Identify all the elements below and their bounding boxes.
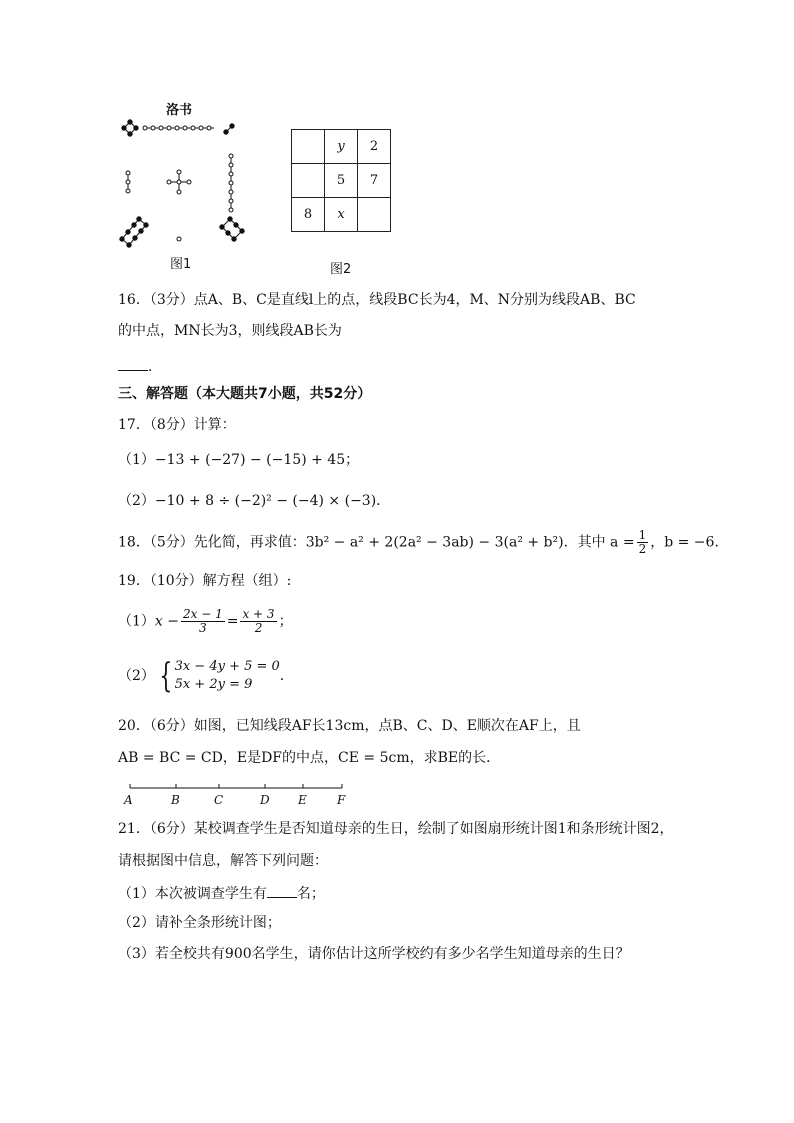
q18-line: 18．（5分）先化简，再求值：3b² − a² + 2(2a² − 3ab) − 3(a² + b²)．其中 a = $\frac{1}{2}$ ，b = −6． (118, 528, 729, 556)
luoshu-group-8 (120, 217, 148, 247)
fraction: $\frac{2x - 1}{3}$ (183, 607, 223, 635)
q21-part1: （1）本次被调查学生有 名； (118, 883, 325, 903)
fig1-caption: 图1 (170, 257, 192, 272)
luoshu-figure (118, 115, 248, 255)
luoshu-group-1 (177, 237, 181, 241)
q19-stem: 19．（10分）解方程（组）: (118, 573, 292, 589)
luoshu-group-4 (122, 120, 138, 136)
luoshu-title: 洛书 (166, 103, 193, 118)
q16-line1: 16．（3分）点A、B、C是直线l上的点，线段BC长为4，M、N分别为线段AB、BC (118, 292, 636, 308)
grid-cell: x (325, 198, 358, 232)
q19-part1: （1）x − $\frac{2x - 1}{3}$ = $\frac{x + 3}{2}$ ； (118, 607, 293, 635)
system-brace: { (159, 656, 173, 696)
grid-cell (292, 130, 325, 164)
answer-blank[interactable] (267, 883, 297, 898)
point-label: E (298, 793, 307, 807)
grid-cell (358, 198, 391, 232)
equation-system: 3x − 4y + 5 = 0 5x + 2y = 9 (174, 659, 280, 692)
q17-part2: （2）−10 + 8 ÷ (−2)² − (−4) × (−3)． (118, 493, 391, 509)
segment-figure (118, 780, 358, 808)
q17-stem: 17．（8分）计算： (118, 417, 236, 433)
q16-line2: 的中点，MN长为3，则线段AB长为 (118, 323, 342, 339)
q21-part2: （2）请补全条形统计图； (118, 915, 281, 931)
point-label: A (124, 793, 133, 807)
q20-line1: 20．（6分）如图，已知线段AF长13cm，点B、C、D、E顺次在AF上，且 (118, 718, 581, 734)
grid-cell: y (325, 130, 358, 164)
luoshu-group-7 (229, 154, 233, 212)
q21-part3: （3）若全校共有900名学生，请你估计这所学校约有多少名学生知道母亲的生日？ (118, 946, 630, 962)
q17-part1: （1）−13 + (−27) − (−15) + 45； (118, 452, 360, 468)
grid-cell (292, 164, 325, 198)
luoshu-group-3 (126, 171, 130, 193)
q19-part2: （2） { 3x − 4y + 5 = 0 5x + 2y = 9 ． (118, 656, 294, 696)
luoshu-group-2 (224, 124, 234, 134)
section-heading: 三、解答题（本大题共7小题，共52分） (118, 386, 372, 402)
grid-cell: 8 (292, 198, 325, 232)
luoshu-group-5 (167, 170, 191, 194)
fig2-caption: 图2 (330, 262, 352, 277)
q21-line2: 请根据图中信息，解答下列问题： (118, 853, 328, 869)
q16-answer-line: ． (118, 356, 162, 376)
magic-square-grid (291, 129, 391, 232)
point-label: D (260, 793, 270, 807)
grid-cell: 7 (358, 164, 391, 198)
grid-cell: 2 (358, 130, 391, 164)
point-label: F (337, 793, 346, 807)
luoshu-group-9 (143, 126, 214, 130)
luoshu-group-6 (220, 217, 244, 241)
q20-line2: AB = BC = CD，E是DF的中点，CE = 5cm，求BE的长． (118, 750, 501, 766)
fraction: $\frac{1}{2}$ (638, 528, 647, 556)
answer-blank[interactable] (118, 356, 148, 371)
grid-cell: 5 (325, 164, 358, 198)
point-label: C (214, 793, 224, 807)
q21-line1: 21．（6分）某校调查学生是否知道母亲的生日，绘制了如图扇形统计图1和条形统计图2， (118, 821, 674, 837)
fraction: $\frac{x + 3}{2}$ (242, 607, 275, 635)
point-label: B (171, 793, 180, 807)
